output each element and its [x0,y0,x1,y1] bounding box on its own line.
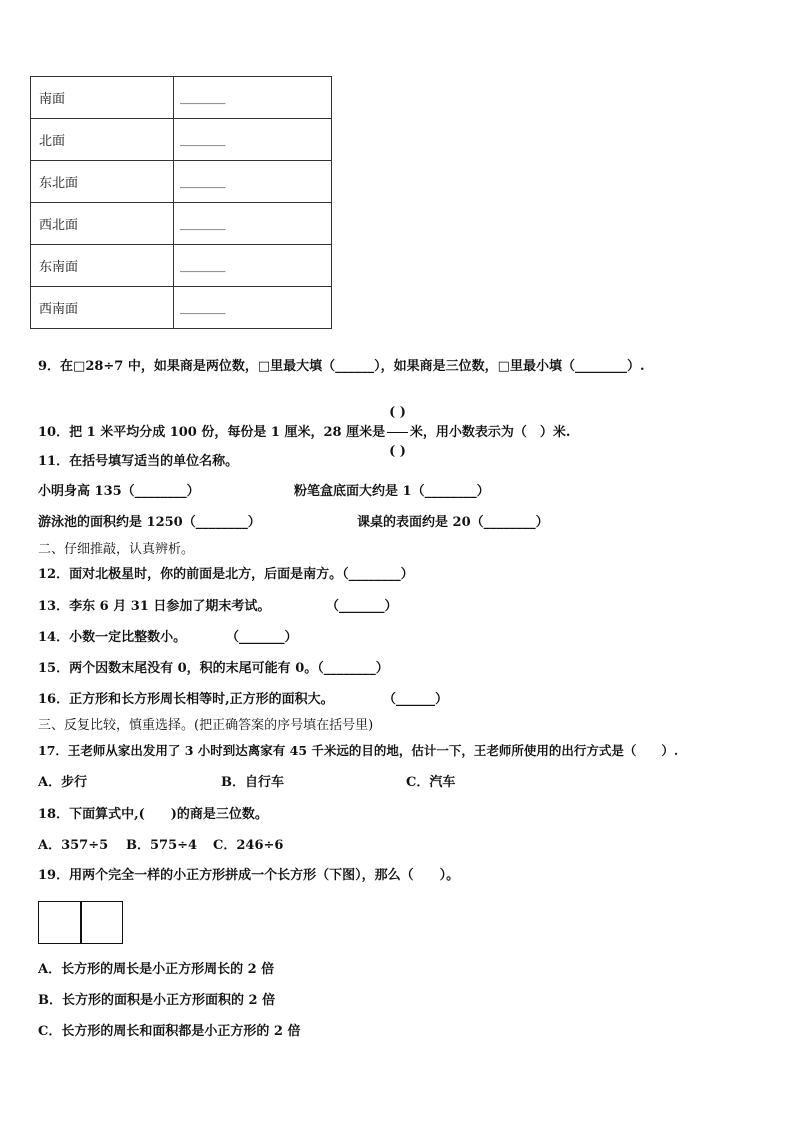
fraction-denominator[interactable]: ( ) [389,444,406,459]
question-13-blank[interactable]: （_______） [326,599,398,614]
question-11-a: 小明身高 135（________） [38,484,200,499]
answer-blank[interactable]: _______ [174,77,332,119]
table-row [31,119,332,161]
direction-table [30,76,332,329]
question-14: 14．小数一定比整数小。 [38,630,187,645]
question-19: 19．用两个完全一样的小正方形拼成一个长方形（下图），那么（ ）。 [38,868,460,883]
option-a[interactable]: A．357÷5 [38,838,109,853]
question-16: 16．正方形和长方形周长相等时,正方形的面积大。 [38,692,334,707]
question-16-blank[interactable]: （______） [383,692,449,707]
option-c[interactable]: C．长方形的周长和面积都是小正方形的 2 倍 [38,1024,301,1039]
question-13: 13．李东 6 月 31 日参加了期末考试。 [38,599,271,614]
question-17: 17．王老师从家出发用了 3 小时到达离家有 45 千米远的目的地，估计一下，王老师所使用的出行方式是（ ）. [38,743,679,758]
fraction-blank[interactable] [387,395,408,470]
table-row [31,77,332,119]
option-b[interactable]: B．自行车 [221,775,284,790]
option-a[interactable]: A．长方形的周长是小正方形周长的 2 倍 [38,962,275,977]
question-15: 15．两个因数末尾没有 0，积的末尾可能有 0。（________） [38,661,389,676]
answer-blank[interactable]: _______ [174,203,332,245]
question-11-d: 课桌的表面约是 20（________） [357,515,549,530]
question-11-c: 游泳池的面积约是 1250（________） [38,515,261,530]
direction-label: 东南面 [31,245,174,287]
table-row [31,287,332,329]
option-b[interactable]: B．575÷4 [126,838,198,853]
fraction-numerator[interactable]: ( ) [387,395,408,433]
question-9: 9．在□28÷7 中，如果商是两位数，□里最大填（______），如果商是三位数，□里最小填（________）. [38,359,645,374]
question-12: 12．面对北极星时，你的前面是北方，后面是南方。（________） [38,567,414,582]
question-10-before: 10．把 1 米平均分成 100 份，每份是 1 厘米，28 厘米是 [38,425,386,440]
table-row [31,203,332,245]
question-11-title: 11．在括号填写适当的单位名称。 [38,454,239,469]
square-left [38,901,82,944]
answer-blank[interactable]: _______ [174,161,332,203]
option-a[interactable]: A．步行 [38,775,88,790]
question-18: 18．下面算式中,( )的商是三位数。 [38,807,268,822]
answer-blank[interactable]: _______ [174,119,332,161]
section-3-heading: 三、反复比较，慎重选择。(把正确答案的序号填在括号里) [38,718,374,733]
table-row [31,161,332,203]
square-right [80,901,123,944]
section-2-heading: 二、仔细推敲，认真辨析。 [38,542,195,557]
question-10-after: 米，用小数表示为（ ）米. [409,425,571,440]
option-b[interactable]: B．长方形的面积是小正方形面积的 2 倍 [38,993,276,1008]
answer-blank[interactable]: _______ [174,245,332,287]
option-c[interactable]: C．汽车 [406,775,456,790]
direction-label: 西南面 [31,287,174,329]
question-14-blank[interactable]: （_______） [226,630,298,645]
question-11-b: 粉笔盒底面大约是 1（________） [294,484,490,499]
direction-label: 西北面 [31,203,174,245]
direction-label: 北面 [31,119,174,161]
table-row [31,245,332,287]
direction-label: 东北面 [31,161,174,203]
answer-blank[interactable]: _______ [174,287,332,329]
direction-label: 南面 [31,77,174,119]
option-c[interactable]: C．246÷6 [213,838,284,853]
